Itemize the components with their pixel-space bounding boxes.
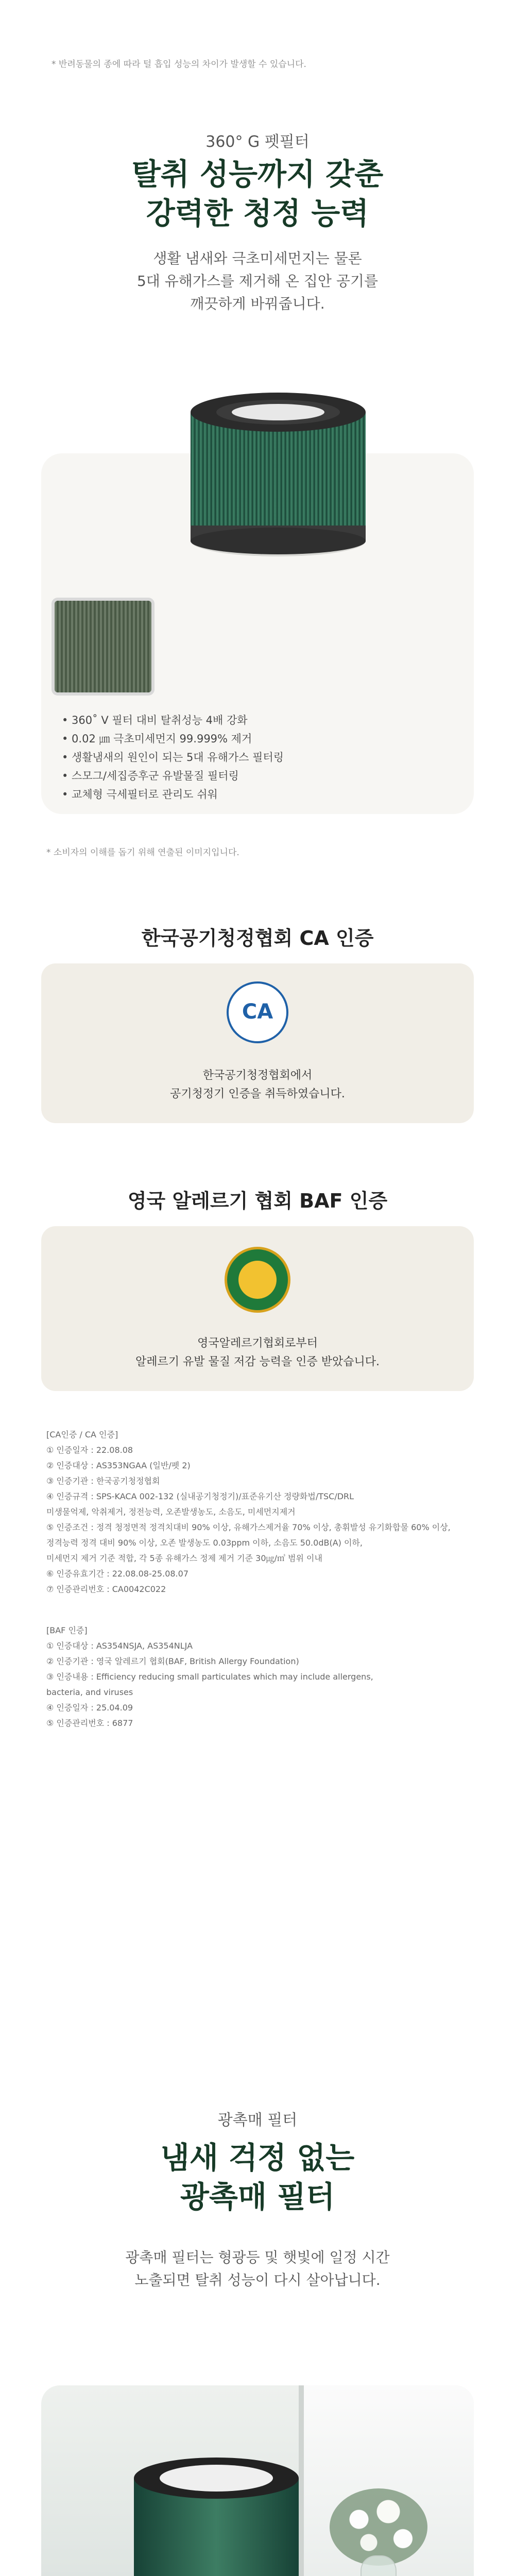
g-filter-desc-1: 생활 냄새와 극초미세먼지는 물론 — [153, 250, 362, 267]
ca-cert-title: 한국공기청정협회 CA 인증 — [141, 927, 374, 950]
g-filter-title-1: 탈취 성능까지 갖춘 — [131, 157, 384, 192]
ca-cert-text-1: 한국공기청정협회에서 — [202, 1069, 313, 1082]
ca-spec-block: [CA인증 / CA 인증] ① 인증일자 : 22.08.08 ② 인증대상 : AS353NGAA (일반/펫 2) ③ 인증기관 : 한국공기청정협회 ④ 인증규격 : SPS-KACA 002-132 (실내공기청정기)/표준유기산 정량화법/TSC/DRL 미생물억제, 악취제거, 정전능력, 오존발생농도, 소음도, 미세먼지제거 ⑤ 인증조건 : 정격 청정면적 정격치대비 90% 이상, 유해가스제거율 70% 이상, 총휘발성 유기화합물 60% 이상, 정격능력 정격 대비 90% 이상, 오존 발생농도 0.03ppm 이하, 소음도 50.0dB(A) 이하, 미세먼지 제거 기준 적합, 각 5종 유해가스 정제 제거 기준 30㎍/㎥ 범위 이내 ⑥ 인증유효기간 : 22.08.08-25.08.07 ⑦ 인증관리번호 : CA0042C022 — [46, 1430, 451, 1594]
feature-item: • 0.02 ㎛ 극초미세먼지 99.999% 제거 — [62, 733, 252, 745]
feature-item: • 교체형 극세필터로 관리도 쉬워 — [62, 788, 218, 801]
top-disclaimer: * 반려동물의 종에 따라 털 흡입 성능의 차이가 발생할 수 있습니다. — [52, 59, 306, 70]
photo-title-2: 광촉매 필터 — [180, 2179, 335, 2214]
baf-cert-title: 영국 알레르기 협회 BAF 인증 — [127, 1190, 388, 1212]
photo-title-1: 냄새 걱정 없는 — [160, 2140, 355, 2175]
baf-cert-text-2: 알레르기 유발 물질 저감 능력을 인증 받았습니다. — [135, 1355, 380, 1368]
g-filter-title-2: 강력한 청정 능력 — [146, 196, 369, 231]
g-filter-product-image — [170, 355, 386, 572]
photo-filter-image — [41, 2385, 474, 2576]
feature-item: • 생활냄새의 원인이 되는 5대 유해가스 필터링 — [62, 751, 284, 764]
g-filter-feature-list — [62, 711, 284, 804]
image-disclaimer: * 소비자의 이해를 돕기 위해 연출된 이미지입니다. — [46, 848, 239, 858]
filter-layer-detail — [52, 598, 154, 696]
baf-spec-block: [BAF 인증] ① 인증대상 : AS354NSJA, AS354NLJA ② 인증기관 : 영국 알레르기 협회(BAF, British Allergy Foundation) ③ 인증내용 : Efficiency reducing small particulates which may include allergens, bacteria, and viruses ④ 인증일자 : 25.04.09 ⑤ 인증관리번호 : 6877 — [46, 1625, 373, 1728]
baf-cert-text-1: 영국알레르기협회로부터 — [197, 1337, 318, 1350]
photo-desc-2: 노출되면 탈취 성능이 다시 살아납니다. — [134, 2272, 381, 2289]
photo-eyebrow: 광촉매 필터 — [217, 2111, 298, 2129]
feature-item: • 360˚ V 필터 대비 탈취성능 4배 강화 — [62, 714, 248, 726]
g-filter-eyebrow: 360° G 펫필터 — [205, 133, 310, 151]
baf-badge-icon — [225, 1247, 290, 1313]
photo-desc-1: 광촉매 필터는 형광등 및 햇빛에 일정 시간 — [125, 2249, 390, 2266]
ca-badge-icon: CA — [227, 981, 288, 1043]
g-filter-desc-3: 깨끗하게 바꿔줍니다. — [190, 295, 325, 312]
ca-cert-text-2: 공기청정기 인증을 취득하였습니다. — [170, 1088, 345, 1100]
feature-item: • 스모그/세집증후군 유발물질 필터링 — [62, 770, 239, 782]
g-filter-desc-2: 5대 유해가스를 제거해 온 집안 공기를 — [136, 273, 379, 290]
